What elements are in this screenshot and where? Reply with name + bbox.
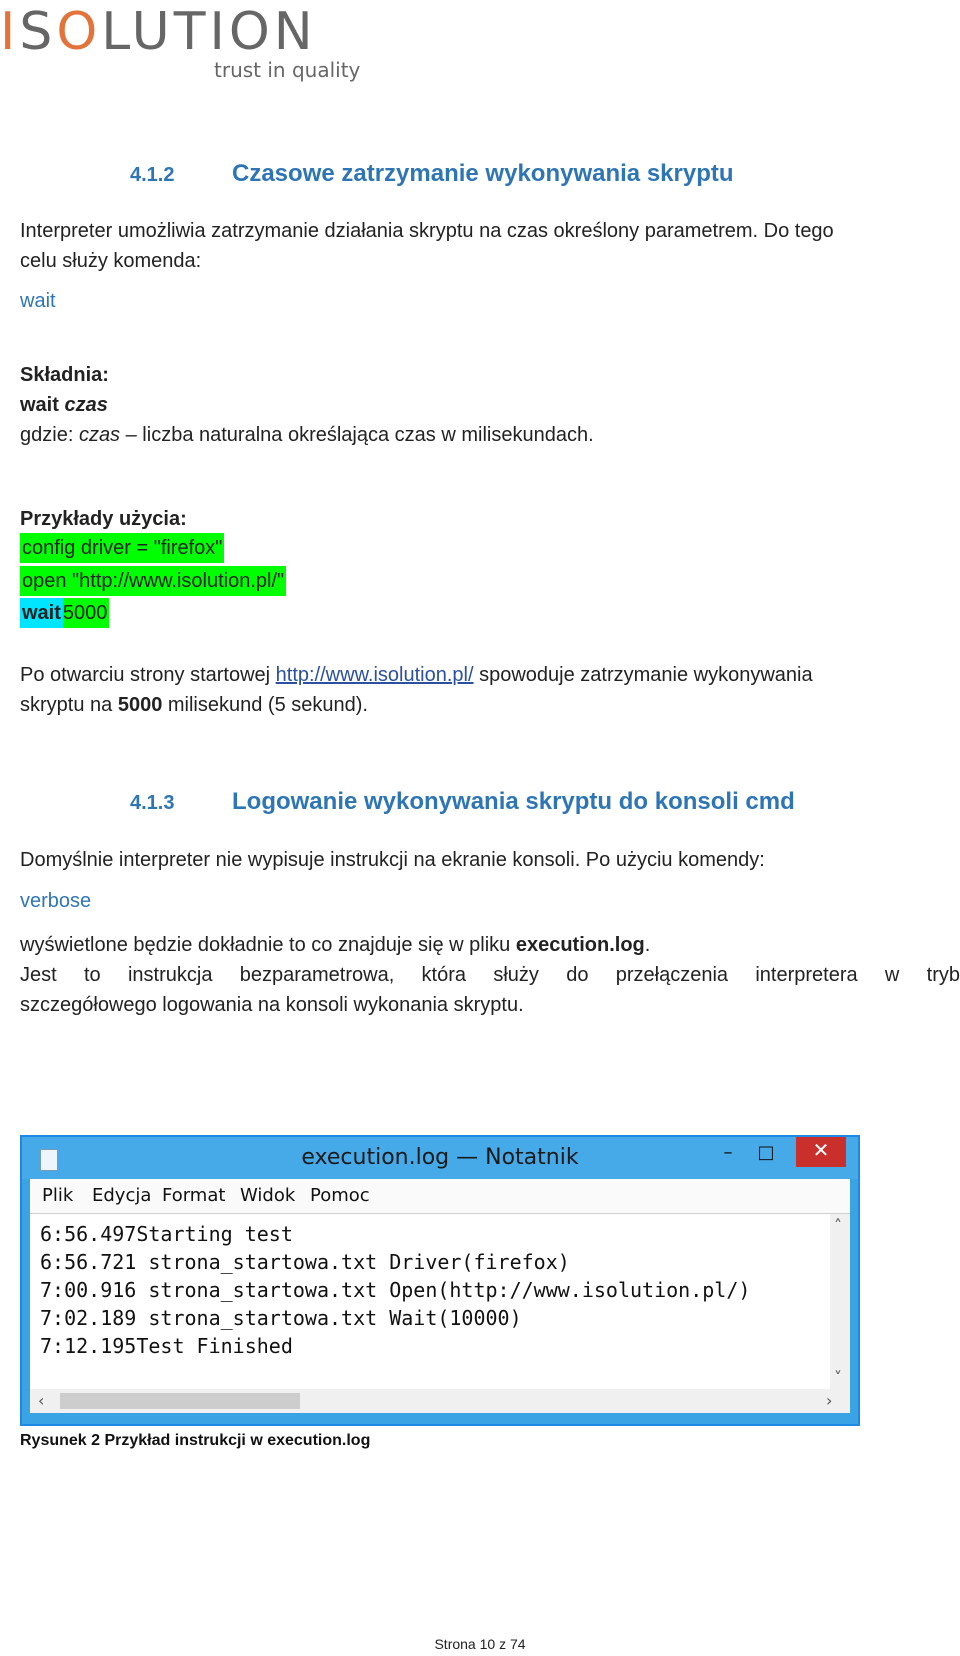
menu-pomoc[interactable]: Pomoc [310,1185,370,1206]
figure-caption: Rysunek 2 Przykład instrukcji w execution.log [20,1432,371,1449]
scroll-right-icon[interactable]: › [826,1391,833,1410]
section-title: Logowanie wykonywania skryptu do konsoli cmd [232,788,795,815]
example-3-command: wait [20,598,63,628]
minimize-icon[interactable]: – [723,1142,733,1163]
syntax-param: czas [64,394,108,416]
description-pre: Po otwarciu strony startowej [20,664,276,686]
close-icon[interactable]: ✕ [796,1137,846,1167]
log-line: 7:12.195Test Finished [40,1334,293,1358]
intro-line-1: Interpreter umożliwia zatrzymanie działania skryptu na czas określony parametrem. Do tego [20,220,834,242]
where-param: czas [78,424,121,446]
verbose-paragraph [20,930,960,1020]
shown-file: execution.log [515,934,645,956]
description-line-2 [20,690,960,720]
section-number: 4.1.2 [130,164,175,186]
vertical-scrollbar[interactable] [830,1214,850,1390]
section-heading-4-1-2 [130,160,734,188]
menu-edycja[interactable]: Edycja [92,1185,152,1206]
notepad-window [20,1135,860,1426]
where-text: – liczba naturalna określająca czas w milisekundach. [125,424,594,446]
description-paragraph [20,660,960,720]
shown-post: . [644,934,651,956]
log-line: 6:56.721 strona_startowa.txt Driver(firefox) [40,1250,570,1274]
verbose-intro: Domyślnie interpreter nie wypisuje instrukcji na ekranie konsoli. Po użyciu komendy: [20,849,765,871]
example-3-value: 5000 [63,598,110,628]
where-line [20,420,960,450]
notepad-editor[interactable] [30,1213,850,1390]
notepad-titlebar [22,1137,858,1179]
scroll-left-icon[interactable]: ‹ [38,1391,45,1410]
syntax-line [20,390,960,420]
shown-line [20,930,960,960]
section-number: 4.1.3 [130,792,175,814]
isolution-link[interactable]: http://www.isolution.pl/ [275,664,474,686]
log-line: 7:02.189 strona_startowa.txt Wait(10000) [40,1306,522,1330]
jest-line-2: szczegółowego logowania na konsoli wykonania skryptu. [20,994,524,1016]
section-heading-4-1-3 [130,788,795,816]
menu-widok[interactable]: Widok [240,1185,296,1206]
where-prefix: gdzie: [20,424,74,446]
menu-format[interactable]: Format [162,1185,226,1206]
syntax-label: Składnia: [20,364,109,386]
intro-line-2: celu służy komenda: [20,250,202,272]
command-verbose: verbose [20,890,92,912]
description-2-post: milisekund (5 sekund). [162,694,368,716]
example-2 [20,566,960,596]
example-3 [20,598,960,628]
example-1 [20,533,960,563]
maximize-icon[interactable]: □ [757,1142,775,1163]
company-logo [0,2,370,82]
notepad-title: execution.log — Notatnik [301,1145,579,1170]
jest-line-1: Jest to instrukcja bezparametrowa, która służy do przełączenia interpretera w tryb [20,964,960,986]
page-number: Strona 10 z 74 [434,1636,526,1652]
section-title: Czasowe zatrzymanie wykonywania skryptu [232,160,734,187]
syntax-command: wait [20,394,59,416]
horizontal-scrollbar[interactable] [30,1389,850,1413]
description-line-1 [20,660,960,690]
example-1-text: config driver = "firefox" [20,533,224,563]
logo-wordmark: ISOLUTION [0,2,317,62]
menu-plik[interactable]: Plik [42,1185,74,1206]
notepad-menubar [30,1179,850,1213]
log-line: 7:00.916 strona_startowa.txt Open(http://www.isolution.pl/) [40,1278,751,1302]
description-2-pre: skryptu na [20,694,118,716]
shown-pre: wyświetlone będzie dokładnie to co znajduje się w pliku [20,934,516,956]
examples-label: Przykłady użycia: [20,508,187,530]
logo-tagline: trust in quality [214,58,361,82]
example-2-text: open "http://www.isolution.pl/" [20,566,286,596]
scroll-down-icon[interactable]: ˅ [834,1368,842,1387]
scroll-up-icon[interactable]: ˄ [834,1216,842,1235]
description-post: spowoduje zatrzymanie wykonywania [473,664,813,686]
command-wait: wait [20,290,56,312]
horizontal-scroll-thumb[interactable] [60,1393,300,1409]
description-2-bold: 5000 [117,694,163,716]
syntax-block [20,360,960,450]
intro-paragraph [20,216,960,276]
log-line: 6:56.497Starting test [40,1222,293,1246]
